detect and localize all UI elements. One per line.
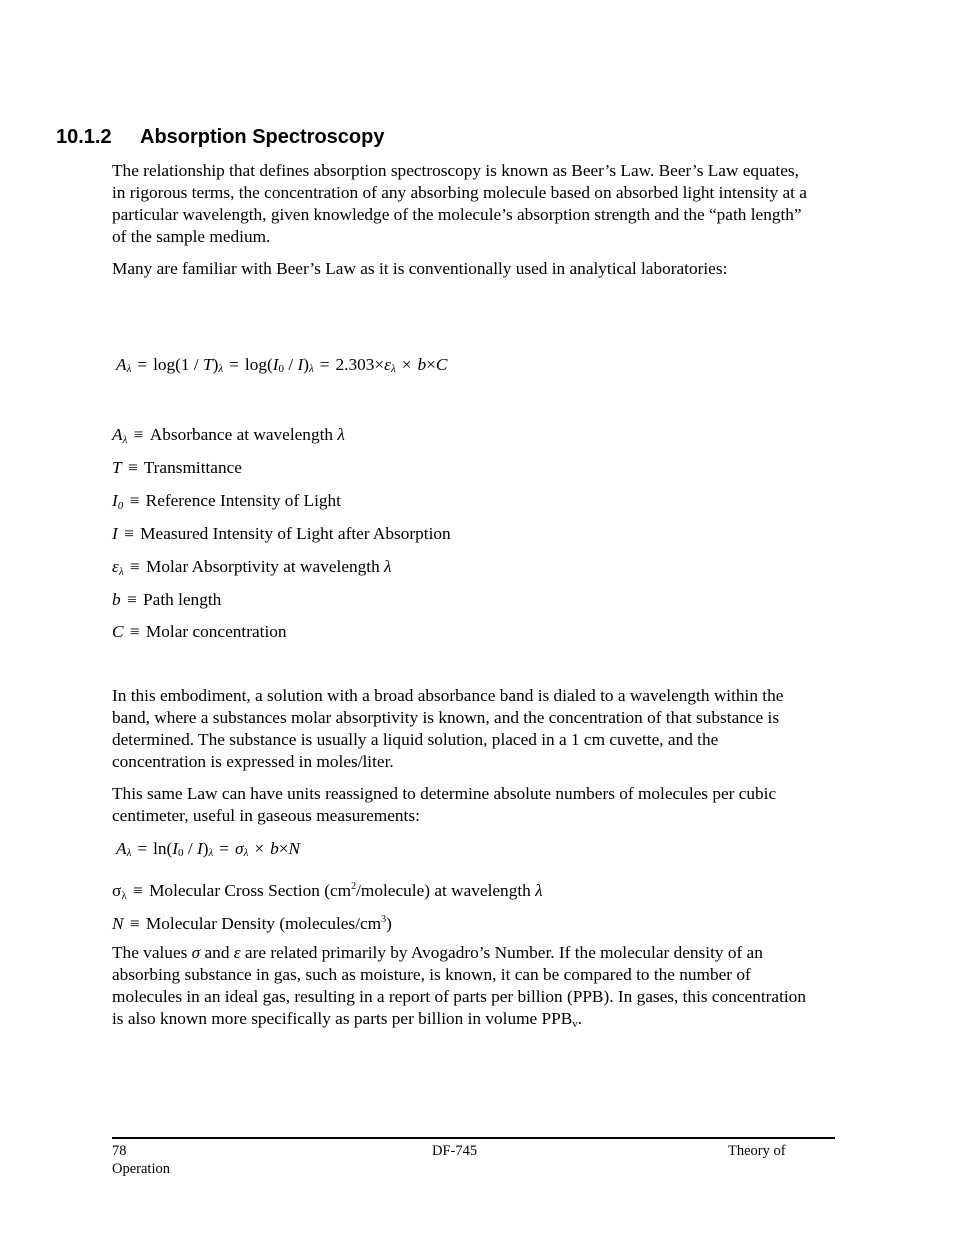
footer-section-line2: Operation [112, 1161, 170, 1177]
familiar-paragraph: Many are familiar with Beer’s Law as it is conventionally used in analytical laboratories: [112, 259, 728, 278]
gaseous-paragraph: This same Law can have units reassigned to determine absolute numbers of molecules per cubic centimeter, useful in gaseous measurements: [112, 784, 777, 825]
definition-cross-section: $\sigma_\lambda$ ≡ Molecular Cross Section $(cm^2/molecule)$ at wavelength λ [112, 881, 543, 902]
avogadro-paragraph: The values σ and ε are related primarily by Avogadro’s Number. If the molecular density of an absorbing substance in gas, such as moisture, is known, it can be compared to the number of molecules in an ideal gas, resulting in a report of parts per billion (PPB). In gases, this concentration is also known more specifically as parts per billion in volume PPBv. [112, 943, 806, 1030]
footer-section-line1: Theory of [728, 1143, 786, 1159]
definition-molar-absorptivity: $\varepsilon_\lambda$ ≡ Molar Absorptivity at wavelength λ [112, 557, 392, 578]
embodiment-paragraph: In this embodiment, a solution with a broad absorbance band is dialed to a wavelength within the band, where a substances molar absorptivity is known, and the concentration of that substance is determined. The substance is usually a liquid solution, placed in a 1 cm cuvette, and the concentration is expressed in moles/liter. [112, 686, 784, 771]
definition-molecular-density: N ≡ Molecular Density $(molecules/cm^3)$ [112, 914, 392, 933]
definition-path-length: b ≡ Path length [112, 590, 222, 609]
gas-law-equation: $A_\lambda = \ln(I_0 / I)_\lambda = \sigma_\lambda \times b\times N$ [116, 839, 301, 859]
intro-paragraph: The relationship that defines absorption spectroscopy is known as Beer’s Law. Beer’s Law equates, in rigorous terms, the concentration of any absorbing molecule based on absorbed light intensity at a particular wavelength, given knowledge of the molecule’s absorption strength and the “path length” of the sample medium. [112, 161, 807, 246]
section-number: 10.1.2 [56, 126, 112, 148]
definition-reference-intensity: $I_0$ ≡ Reference Intensity of Light [112, 491, 341, 512]
section-title: Absorption Spectroscopy [140, 126, 385, 148]
footer-rule [112, 1137, 835, 1139]
footer-page-number: 78 [112, 1143, 127, 1159]
footer-document-id: DF-745 [432, 1143, 478, 1159]
definition-molar-concentration: C ≡ Molar concentration [112, 622, 287, 641]
definition-absorbance: $A_\lambda$ ≡ Absorbance at wavelength λ [112, 425, 345, 446]
beers-law-equation: $A_\lambda = \log(1 / T)_\lambda = \log(I_0 / I)_\lambda = 2.303\times\varepsilon_\lambda \times b\times C$ [116, 355, 448, 375]
definition-measured-intensity: I ≡ Measured Intensity of Light after Absorption [112, 524, 451, 543]
section-heading [56, 124, 384, 150]
definition-transmittance: T ≡ Transmittance [112, 458, 242, 477]
